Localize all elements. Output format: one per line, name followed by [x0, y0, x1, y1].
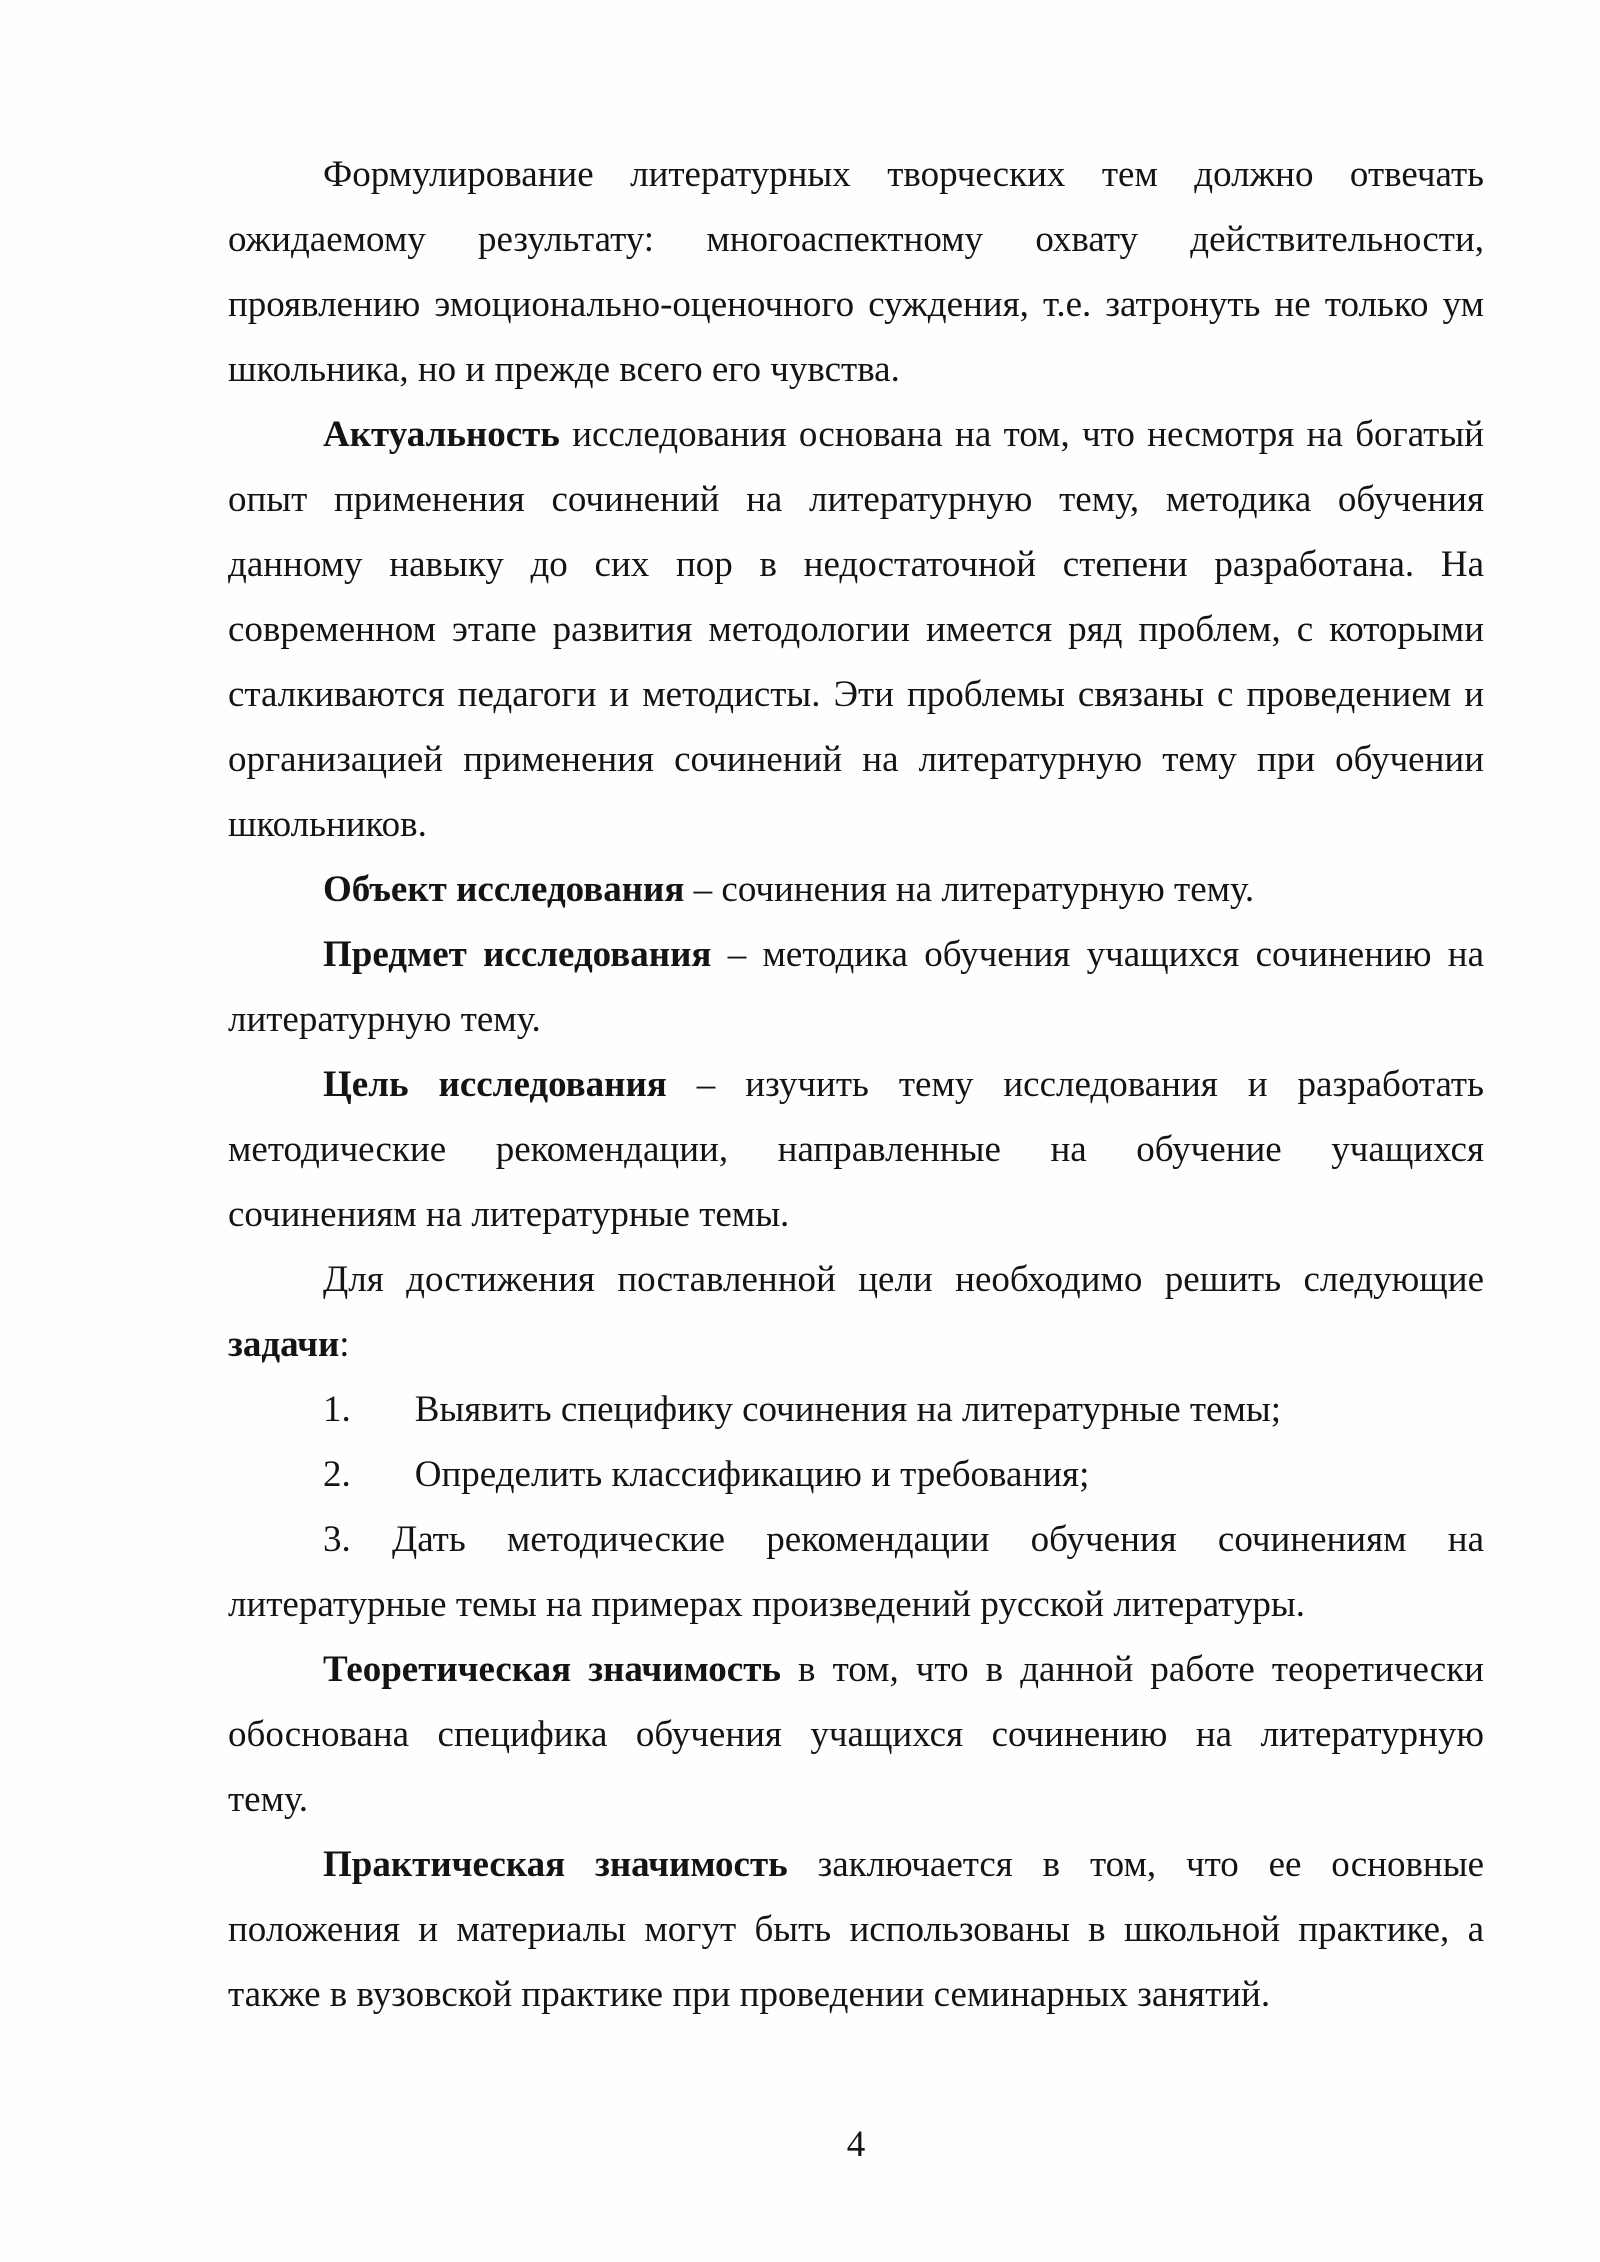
- text-run: Формулирование литературных творческих тем должно отвечать: [323, 154, 1484, 195]
- text-run: 1.: [323, 1389, 351, 1430]
- text-run: также в вузовской практике при проведении семинарных занятий.: [228, 1974, 1271, 2015]
- bold-text-run: Актуальность: [323, 414, 560, 455]
- text-run: литературные темы на примерах произведений русской литературы.: [228, 1584, 1305, 1625]
- text-line: [228, 142, 1484, 207]
- page-number: 4: [846, 2124, 866, 2165]
- text-run: Для достижения поставленной цели необходимо решить следующие: [323, 1259, 1484, 1300]
- text-run: – изучить тему исследования и разработать: [666, 1064, 1484, 1105]
- document-body: [228, 142, 1484, 2027]
- text-line: [228, 792, 1484, 857]
- text-line: [228, 272, 1484, 337]
- bold-text-run: Цель исследования: [323, 1064, 667, 1105]
- text-line: [228, 1637, 1484, 1702]
- text-line: [228, 727, 1484, 792]
- paragraph: [228, 402, 1484, 857]
- text-run: ожидаемому результату: многоаспектному охвату действительности,: [228, 219, 1484, 260]
- text-run: Определить классификацию и требования;: [414, 1454, 1090, 1495]
- text-run: 2.: [323, 1454, 351, 1495]
- text-line: [228, 1572, 1484, 1637]
- text-run: сталкиваются педагоги и методисты. Эти проблемы связаны с проведением и: [228, 674, 1484, 715]
- text-line: [228, 1442, 1484, 1507]
- paragraph: [228, 857, 1484, 922]
- text-run: школьников.: [228, 804, 427, 845]
- paragraph: [228, 1442, 1484, 1507]
- text-line: [228, 337, 1484, 402]
- text-line: [228, 207, 1484, 272]
- text-run: исследования основана на том, что несмотря на богатый: [559, 414, 1484, 455]
- bold-text-run: Предмет исследования: [323, 934, 712, 975]
- text-run: проявлению эмоционально-оценочного суждения, т.е. затронуть не только ум: [228, 284, 1484, 325]
- text-line: [228, 532, 1484, 597]
- text-run: сочинениям на литературные темы.: [228, 1194, 790, 1235]
- bold-text-run: задачи: [228, 1324, 340, 1365]
- paragraph: [228, 1832, 1484, 2027]
- text-run: тему.: [228, 1779, 309, 1820]
- paragraph: [228, 1052, 1484, 1247]
- paragraph: [228, 1377, 1484, 1442]
- text-line: [228, 402, 1484, 467]
- bold-text-run: Практическая значимость: [323, 1844, 788, 1885]
- text-line: [228, 1247, 1484, 1312]
- bold-text-run: Теоретическая значимость: [323, 1649, 781, 1690]
- paragraph: [228, 1247, 1484, 1377]
- text-line: [228, 1897, 1484, 1962]
- text-line: [228, 1507, 1484, 1572]
- text-line: [228, 662, 1484, 727]
- text-line: [228, 467, 1484, 532]
- text-line: [228, 857, 1484, 922]
- paragraph: [228, 922, 1484, 1052]
- text-line: [228, 1702, 1484, 1767]
- text-line: [228, 1767, 1484, 1832]
- text-run: опыт применения сочинений на литературную тему, методика обучения: [228, 479, 1484, 520]
- text-run: литературную тему.: [228, 999, 541, 1040]
- text-line: [228, 597, 1484, 662]
- text-run: современном этапе развития методологии имеется ряд проблем, с которыми: [228, 609, 1484, 650]
- text-run: Выявить специфику сочинения на литературные темы;: [414, 1389, 1282, 1430]
- text-run: организацией применения сочинений на литературную тему при обучении: [228, 739, 1484, 780]
- text-line: [228, 1117, 1484, 1182]
- text-run: методические рекомендации, направленные на обучение учащихся: [228, 1129, 1484, 1170]
- text-run: – методика обучения учащихся сочинению на: [711, 934, 1484, 975]
- text-run: школьника, но и прежде всего его чувства.: [228, 349, 900, 390]
- paragraph: [228, 1637, 1484, 1832]
- text-run: 3. Дать методические рекомендации обучения сочинениям на: [323, 1519, 1484, 1560]
- text-line: [228, 987, 1484, 1052]
- bold-text-run: Объект исследования: [323, 869, 685, 910]
- paragraph: [228, 1507, 1484, 1637]
- text-line: [228, 1052, 1484, 1117]
- text-line: [228, 1312, 1484, 1377]
- text-run: данному навыку до сих пор в недостаточной степени разработана. На: [228, 544, 1484, 585]
- text-line: [228, 1377, 1484, 1442]
- paragraph: [228, 142, 1484, 402]
- text-run: – сочинения на литературную тему.: [684, 869, 1255, 910]
- text-line: [228, 1182, 1484, 1247]
- text-line: [228, 1832, 1484, 1897]
- text-run: обоснована специфика обучения учащихся сочинению на литературную: [228, 1714, 1484, 1755]
- text-line: [228, 1962, 1484, 2027]
- text-run: в том, что в данной работе теоретически: [780, 1649, 1484, 1690]
- text-run: заключается в том, что ее основные: [787, 1844, 1484, 1885]
- text-run: положения и материалы могут быть использованы в школьной практике, а: [228, 1909, 1484, 1950]
- text-run: :: [339, 1324, 350, 1365]
- text-line: [228, 922, 1484, 987]
